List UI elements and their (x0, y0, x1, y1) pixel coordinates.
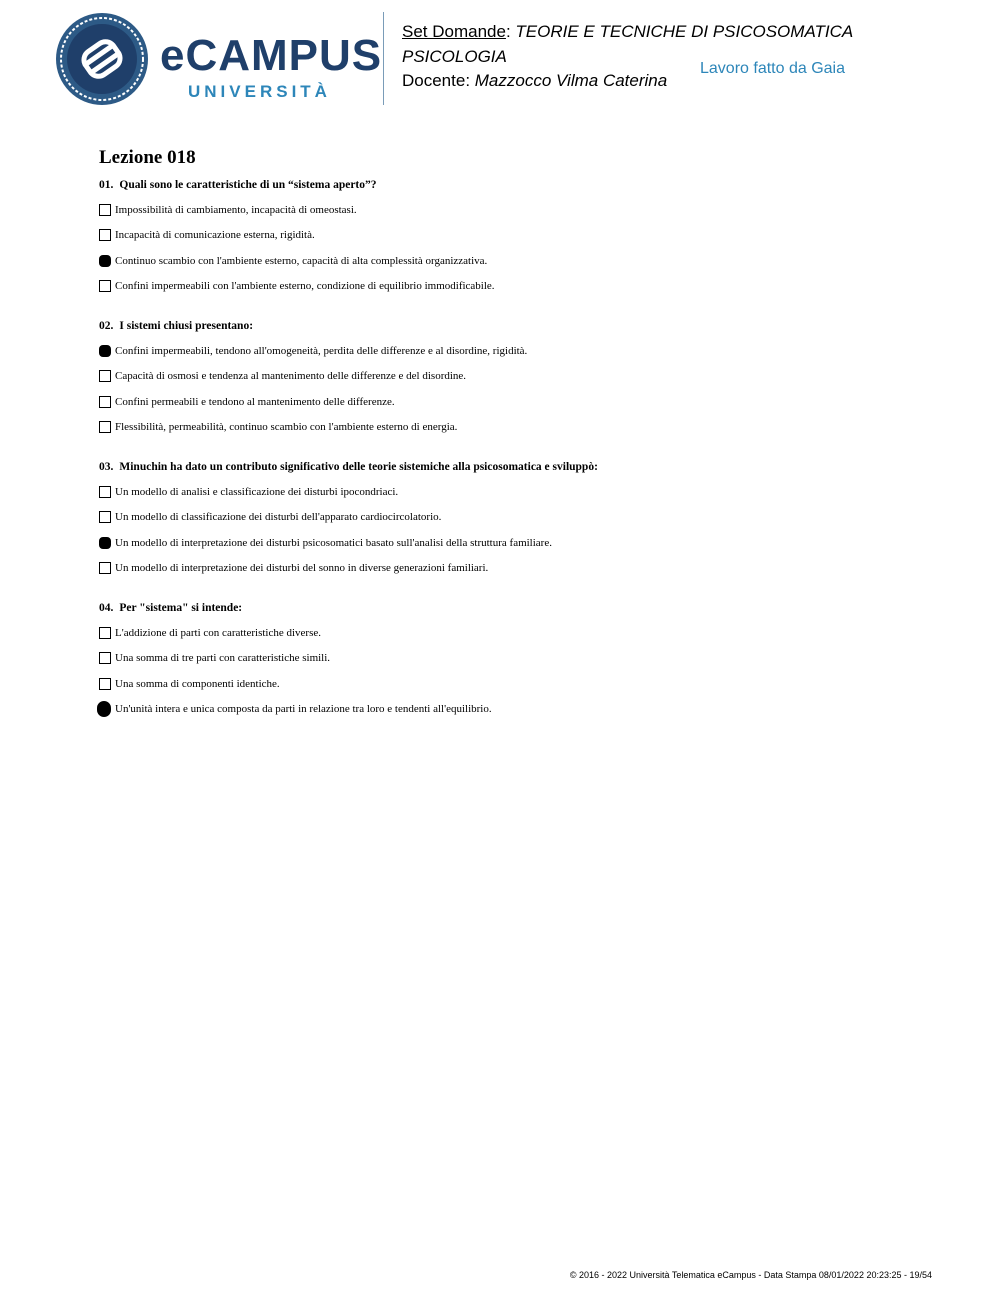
question-heading (99, 320, 959, 332)
question-number: 04. (99, 602, 114, 614)
option-text: Un modello di interpretazione dei disturbi psicosomatici basato sull'analisi della struttura familiare. (115, 536, 552, 549)
checkbox[interactable] (99, 562, 111, 574)
set-separator: : (505, 22, 516, 41)
checkbox[interactable] (99, 229, 111, 241)
question-text: Quali sono le caratteristiche di un “sistema aperto”? (119, 179, 377, 191)
page-footer: © 2016 - 2022 Università Telematica eCampus - Data Stampa 08/01/2022 20:23:25 - 19/54 (569, 1270, 932, 1280)
option-text: Un modello di analisi e classificazione dei disturbi ipocondriaci. (115, 485, 399, 498)
checkbox[interactable] (99, 627, 111, 639)
document-header (402, 20, 882, 94)
answer-option[interactable] (99, 364, 959, 390)
checkbox-checked[interactable] (99, 255, 111, 267)
author-note: Lavoro fatto da Gaia (700, 60, 845, 77)
answer-option[interactable] (99, 697, 959, 723)
lesson-title: Lezione 018 (99, 147, 196, 168)
option-text: Confini impermeabili con l'ambiente esterno, condizione di equilibrio immodificabile. (115, 280, 495, 293)
course-title: TEORIE E TECNICHE DI PSICOSOMATICA PSICOLOGIA (402, 22, 853, 66)
set-label: Set Domande (402, 22, 506, 41)
question-block (99, 461, 959, 581)
answer-option[interactable] (99, 389, 959, 415)
answer-option[interactable] (99, 479, 959, 505)
teacher-name: Mazzocco Vilma Caterina (474, 71, 668, 90)
checkbox[interactable] (99, 511, 111, 523)
answer-option[interactable] (99, 415, 959, 441)
lesson-content (99, 147, 959, 743)
question-number: 02. (99, 320, 114, 332)
question-text: I sistemi chiusi presentano: (119, 320, 254, 332)
answer-option[interactable] (99, 530, 959, 556)
question-text: Per "sistema" si intende: (119, 602, 243, 614)
option-text: Un'unità intera e unica composta da parti in relazione tra loro e tendenti all'equilibrio. (115, 703, 492, 716)
answer-option[interactable] (99, 556, 959, 582)
checkbox[interactable] (99, 678, 111, 690)
ecampus-logo (55, 12, 383, 107)
option-text: Continuo scambio con l'ambiente esterno, capacità di alta complessità organizzativa. (115, 254, 488, 267)
question-block (99, 602, 959, 722)
logo-wordmark: eCAMPUS (160, 31, 383, 80)
option-text: Capacità di osmosi e tendenza al mantenimento delle differenze e del disordine. (115, 370, 467, 383)
option-text: Una somma di componenti identiche. (115, 677, 280, 690)
checkbox[interactable] (99, 370, 111, 382)
option-text: Incapacità di comunicazione esterna, rigidità. (115, 229, 315, 242)
option-text: Impossibilità di cambiamento, incapacità di omeostasi. (115, 203, 357, 216)
question-block (99, 179, 959, 299)
question-heading (99, 602, 959, 614)
checkbox[interactable] (99, 421, 111, 433)
answer-option[interactable] (99, 671, 959, 697)
question-heading (99, 461, 959, 473)
checkbox-checked[interactable] (99, 537, 111, 549)
answer-option[interactable] (99, 248, 959, 274)
option-text: Confini impermeabili, tendono all'omogeneità, perdita delle differenze e al disordine, rigidità. (115, 344, 528, 357)
logo-subtitle: UNIVERSITÀ (188, 82, 331, 101)
checkbox[interactable] (99, 486, 111, 498)
option-text: Un modello di classificazione dei disturbi dell'apparato cardiocircolatorio. (115, 511, 442, 524)
teacher-label: Docente: (402, 71, 475, 90)
checkbox[interactable] (99, 204, 111, 216)
answer-option[interactable] (99, 274, 959, 300)
option-text: Confini permeabili e tendono al mantenimento delle differenze. (115, 395, 395, 408)
checkbox-checked[interactable] (97, 701, 111, 717)
question-number: 01. (99, 179, 114, 191)
answer-option[interactable] (99, 223, 959, 249)
question-text: Minuchin ha dato un contributo significativo delle teorie sistemiche alla psicosomatica e sviluppò: (119, 461, 598, 473)
answer-option[interactable] (99, 197, 959, 223)
option-text: Un modello di interpretazione dei disturbi del sonno in diverse generazioni familiari. (115, 562, 489, 575)
checkbox[interactable] (99, 652, 111, 664)
option-text: Flessibilità, permeabilità, continuo scambio con l'ambiente esterno di energia. (115, 421, 458, 434)
answer-option[interactable] (99, 338, 959, 364)
answer-option[interactable] (99, 620, 959, 646)
option-text: Una somma di tre parti con caratteristiche simili. (115, 652, 331, 665)
checkbox-checked[interactable] (99, 345, 111, 357)
question-block (99, 320, 959, 440)
university-seal-icon (55, 12, 149, 106)
question-number: 03. (99, 461, 114, 473)
question-heading (99, 179, 959, 191)
checkbox[interactable] (99, 396, 111, 408)
answer-option[interactable] (99, 646, 959, 672)
option-text: L'addizione di parti con caratteristiche diverse. (115, 626, 322, 639)
header-divider (383, 12, 384, 105)
checkbox[interactable] (99, 280, 111, 292)
answer-option[interactable] (99, 505, 959, 531)
